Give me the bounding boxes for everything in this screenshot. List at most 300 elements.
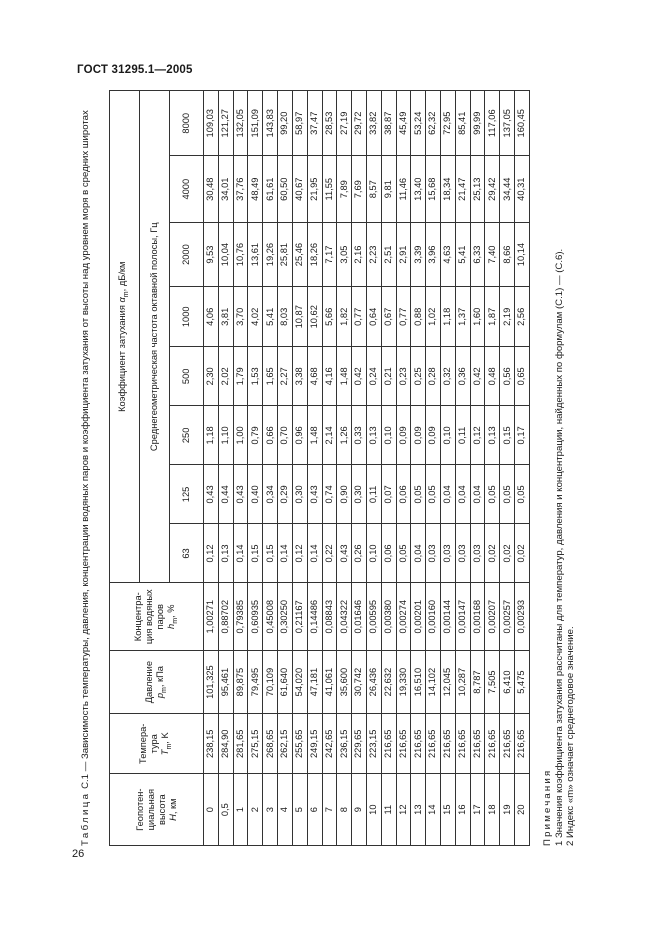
table-cell: 268,65 xyxy=(263,714,278,774)
table-cell: 0,02 xyxy=(500,524,515,583)
table-cell: 58,97 xyxy=(292,91,307,156)
table-cell: 2,27 xyxy=(278,347,293,406)
table-cell: 1,65 xyxy=(263,347,278,406)
table-cell: 0,70 xyxy=(278,406,293,465)
table-cell: 9,53 xyxy=(204,222,219,286)
table-cell: 2,14 xyxy=(322,406,337,465)
table-cell: 0,00144 xyxy=(441,583,456,650)
pressure-header-unit: $p_m$, кПа xyxy=(154,666,168,699)
table-cell: 16 xyxy=(455,774,470,846)
table-cell: 262,15 xyxy=(278,714,293,774)
altitude-header xyxy=(110,774,204,846)
table-cell: 0,13 xyxy=(366,406,381,465)
table-cell: 0,03 xyxy=(455,524,470,583)
altitude-header-unit: H, км xyxy=(167,798,178,821)
table-row xyxy=(278,91,293,846)
table-cell: 13,61 xyxy=(248,222,263,286)
table-cell: 0,90 xyxy=(337,465,352,524)
table-cell: 0,45008 xyxy=(263,583,278,650)
table-cell: 0,77 xyxy=(352,287,367,347)
table-cell: 11,55 xyxy=(322,156,337,222)
table-cell: 34,01 xyxy=(218,156,233,222)
table-cell: 54,020 xyxy=(292,650,307,713)
table-cell: 0,36 xyxy=(455,347,470,406)
frequency-header: 2000 xyxy=(170,222,204,286)
frequency-header: 250 xyxy=(170,406,204,465)
table-cell: 0,12 xyxy=(470,406,485,465)
table-cell: 0,34 xyxy=(263,465,278,524)
table-cell: 19 xyxy=(500,774,515,846)
table-cell: 0,05 xyxy=(515,465,530,524)
table-cell: 1,02 xyxy=(426,287,441,347)
table-cell: 132,05 xyxy=(233,91,248,156)
table-cell: 0,32 xyxy=(441,347,456,406)
table-cell: 0,11 xyxy=(366,465,381,524)
table-cell: 48,49 xyxy=(248,156,263,222)
table-cell: 2,91 xyxy=(396,222,411,286)
table-cell: 60,50 xyxy=(278,156,293,222)
table-cell: 0,23 xyxy=(396,347,411,406)
table-cell: 143,83 xyxy=(263,91,278,156)
table-cell: 15,68 xyxy=(426,156,441,222)
table-cell: 61,61 xyxy=(263,156,278,222)
attenuation-table xyxy=(109,90,530,846)
table-cell: 8,787 xyxy=(470,650,485,713)
table-cell: 0,05 xyxy=(411,465,426,524)
table-cell: 0,02 xyxy=(515,524,530,583)
table-cell: 15 xyxy=(441,774,456,846)
table-cell: 4,16 xyxy=(322,347,337,406)
altitude-header-line: высота xyxy=(156,794,167,825)
table-cell: 0,00147 xyxy=(455,583,470,650)
notes-title: Примечания xyxy=(542,768,553,846)
table-cell: 28,53 xyxy=(322,91,337,156)
table-row xyxy=(455,91,470,846)
table-cell: 0,10 xyxy=(381,406,396,465)
table-cell: 0,06 xyxy=(381,524,396,583)
table-cell: 2,19 xyxy=(500,287,515,347)
table-cell: 3,38 xyxy=(292,347,307,406)
table-cell: 281,65 xyxy=(233,714,248,774)
table-cell: 216,65 xyxy=(500,714,515,774)
table-cell: 26,436 xyxy=(366,650,381,713)
table-cell: 18,26 xyxy=(307,222,322,286)
table-cell: 0,05 xyxy=(500,465,515,524)
table-row xyxy=(337,91,352,846)
table-cell: 2,23 xyxy=(366,222,381,286)
table-cell: 0,65 xyxy=(515,347,530,406)
table-row xyxy=(396,91,411,846)
table-cell: 1,00 xyxy=(233,406,248,465)
table-cell: 0,04 xyxy=(455,465,470,524)
table-row xyxy=(233,91,248,846)
caption-number: С.1 xyxy=(80,773,91,789)
humidity-header-line: паров xyxy=(154,603,165,630)
table-cell: 121,27 xyxy=(218,91,233,156)
temperature-header-unit: $T_m$, K xyxy=(160,732,173,756)
table-cell: 95,461 xyxy=(218,650,233,713)
table-cell: 1,10 xyxy=(218,406,233,465)
attenuation-group-header: Коэффициент затухания $\alpha_m$, дБ/км xyxy=(110,91,140,584)
table-cell: 8 xyxy=(337,774,352,846)
table-cell: 0,10 xyxy=(366,524,381,583)
table-cell: 0,15 xyxy=(500,406,515,465)
table-cell: 216,65 xyxy=(485,714,500,774)
table-cell: 0,79 xyxy=(248,406,263,465)
table-cell: 0,03 xyxy=(441,524,456,583)
table-cell: 284,90 xyxy=(218,714,233,774)
table-cell: 8,66 xyxy=(500,222,515,286)
table-cell: 99,20 xyxy=(278,91,293,156)
table-cell: 0,00168 xyxy=(470,583,485,650)
table-cell: 9,81 xyxy=(381,156,396,222)
table-cell: 6 xyxy=(307,774,322,846)
table-cell: 2 xyxy=(248,774,263,846)
table-cell: 14 xyxy=(426,774,441,846)
frequency-header: 1000 xyxy=(170,287,204,347)
table-cell: 0,00274 xyxy=(396,583,411,650)
table-cell: 6,410 xyxy=(500,650,515,713)
table-cell: 160,45 xyxy=(515,91,530,156)
table-cell: 25,81 xyxy=(278,222,293,286)
table-cell: 0,02 xyxy=(485,524,500,583)
table-cell: 0,44 xyxy=(218,465,233,524)
table-cell: 216,65 xyxy=(381,714,396,774)
table-cell: 12,045 xyxy=(441,650,456,713)
table-cell: 0,04 xyxy=(411,524,426,583)
table-cell: 0,04322 xyxy=(337,583,352,650)
table-cell: 99,99 xyxy=(470,91,485,156)
table-cell: 229,65 xyxy=(352,714,367,774)
frequency-header: 500 xyxy=(170,347,204,406)
table-cell: 10,87 xyxy=(292,287,307,347)
table-row xyxy=(204,91,219,846)
table-cell: 216,65 xyxy=(426,714,441,774)
table-cell: 0,09 xyxy=(426,406,441,465)
table-cell: 1,37 xyxy=(455,287,470,347)
table-cell: 0,13 xyxy=(218,524,233,583)
table-cell: 4,63 xyxy=(441,222,456,286)
table-cell: 1,18 xyxy=(204,406,219,465)
table-cell: 0,05 xyxy=(426,465,441,524)
table-cell: 10 xyxy=(366,774,381,846)
table-cell: 249,15 xyxy=(307,714,322,774)
table-cell: 7,505 xyxy=(485,650,500,713)
table-cell: 2,02 xyxy=(218,347,233,406)
table-cell: 7 xyxy=(322,774,337,846)
table-cell: 1,87 xyxy=(485,287,500,347)
page-number: 26 xyxy=(72,848,85,860)
frequency-group-header: Среднегеометрическая частота октавной полосы, Гц xyxy=(140,91,170,584)
table-cell: 35,600 xyxy=(337,650,352,713)
table-cell: 0,00293 xyxy=(515,583,530,650)
table-cell: 0,66 xyxy=(263,406,278,465)
altitude-header-line: Геопотен- xyxy=(134,788,145,831)
table-cell: 0,29 xyxy=(278,465,293,524)
table-cell: 0,25 xyxy=(411,347,426,406)
table-cell: 89,875 xyxy=(233,650,248,713)
table-cell: 0,17 xyxy=(515,406,530,465)
table-cell: 0,08843 xyxy=(322,583,337,650)
table-notes xyxy=(542,90,577,846)
table-row xyxy=(411,91,426,846)
table-row xyxy=(381,91,396,846)
table-cell: 0,09 xyxy=(411,406,426,465)
table-cell: 5,66 xyxy=(322,287,337,347)
table-cell: 18 xyxy=(485,774,500,846)
table-cell: 238,15 xyxy=(204,714,219,774)
temperature-header xyxy=(110,714,204,774)
table-row xyxy=(441,91,456,846)
table-cell: 0,43 xyxy=(233,465,248,524)
table-cell: 117,06 xyxy=(485,91,500,156)
table-row xyxy=(485,91,500,846)
table-cell: 0,74 xyxy=(322,465,337,524)
table-cell: 0,07 xyxy=(381,465,396,524)
note-item: 2 Индекс «m» означает среднегодовое значение. xyxy=(565,626,576,846)
frequency-header: 63 xyxy=(170,524,204,583)
table-cell: 0,15 xyxy=(248,524,263,583)
table-cell: 1,82 xyxy=(337,287,352,347)
table-cell: 37,47 xyxy=(307,91,322,156)
table-cell: 40,31 xyxy=(515,156,530,222)
table-cell: 0,42 xyxy=(352,347,367,406)
table-cell: 1,00271 xyxy=(204,583,219,650)
table-row xyxy=(515,91,530,846)
table-cell: 1,26 xyxy=(337,406,352,465)
table-cell: 216,65 xyxy=(411,714,426,774)
table-cell: 0,22 xyxy=(322,524,337,583)
table-cell: 255,65 xyxy=(292,714,307,774)
caption-text: — Зависимость температуры, давления, концентрации водяных паров и коэффициента затухания от высоты над уровнем моря в средних широтах xyxy=(80,110,91,774)
table-cell: 62,32 xyxy=(426,91,441,156)
table-row xyxy=(248,91,263,846)
table-cell: 30,742 xyxy=(352,650,367,713)
table-cell: 216,65 xyxy=(441,714,456,774)
pressure-header xyxy=(110,650,204,713)
table-cell: 79,495 xyxy=(248,650,263,713)
table-cell: 0,88702 xyxy=(218,583,233,650)
table-row xyxy=(263,91,278,846)
table-cell: 0,00207 xyxy=(485,583,500,650)
note-item: 1 Значения коэффициента затухания рассчитаны для температур, давления и концентрации, найденных по формулам (С.1) — (С.6). xyxy=(553,248,565,846)
table-cell: 1,60 xyxy=(470,287,485,347)
table-cell: 0,77 xyxy=(396,287,411,347)
table-cell: 45,49 xyxy=(396,91,411,156)
table-cell: 20 xyxy=(515,774,530,846)
table-cell: 0,60935 xyxy=(248,583,263,650)
table-cell: 53,24 xyxy=(411,91,426,156)
table-cell: 70,109 xyxy=(263,650,278,713)
table-cell: 109,03 xyxy=(204,91,219,156)
table-cell: 0,26 xyxy=(352,524,367,583)
table-cell: 0,64 xyxy=(366,287,381,347)
table-cell: 10,62 xyxy=(307,287,322,347)
humidity-header-line: ция водяных xyxy=(143,589,154,645)
table-cell: 38,87 xyxy=(381,91,396,156)
table-cell: 10,287 xyxy=(455,650,470,713)
table-cell: 61,640 xyxy=(278,650,293,713)
table-cell: 0,05 xyxy=(396,524,411,583)
table-cell: 25,46 xyxy=(292,222,307,286)
table-caption xyxy=(80,90,92,846)
table-cell: 0,43 xyxy=(307,465,322,524)
table-cell: 13 xyxy=(411,774,426,846)
table-cell: 0,43 xyxy=(204,465,219,524)
table-cell: 2,30 xyxy=(204,347,219,406)
table-cell: 0,28 xyxy=(426,347,441,406)
table-cell: 137,05 xyxy=(500,91,515,156)
table-cell: 0,12 xyxy=(204,524,219,583)
table-cell: 25,13 xyxy=(470,156,485,222)
table-cell: 236,15 xyxy=(337,714,352,774)
table-cell: 19,26 xyxy=(263,222,278,286)
table-cell: 2,51 xyxy=(381,222,396,286)
table-cell: 5,475 xyxy=(515,650,530,713)
table-cell: 2,56 xyxy=(515,287,530,347)
table-cell: 0,96 xyxy=(292,406,307,465)
caption-prefix: Таблица xyxy=(80,791,91,846)
table-cell: 40,67 xyxy=(292,156,307,222)
table-cell: 29,72 xyxy=(352,91,367,156)
table-cell: 1,48 xyxy=(307,406,322,465)
table-cell: 0,00257 xyxy=(500,583,515,650)
table-cell: 4 xyxy=(278,774,293,846)
table-cell: 0,14 xyxy=(307,524,322,583)
table-cell: 0,67 xyxy=(381,287,396,347)
table-cell: 216,65 xyxy=(515,714,530,774)
table-cell: 5 xyxy=(292,774,307,846)
table-cell: 0,79385 xyxy=(233,583,248,650)
humidity-header-line: Концентра- xyxy=(132,592,143,642)
table-cell: 7,89 xyxy=(337,156,352,222)
table-row xyxy=(218,91,233,846)
table-cell: 0,12 xyxy=(292,524,307,583)
table-cell: 3 xyxy=(263,774,278,846)
table-cell: 29,42 xyxy=(485,156,500,222)
table-cell: 85,41 xyxy=(455,91,470,156)
table-cell: 21,95 xyxy=(307,156,322,222)
table-cell: 72,95 xyxy=(441,91,456,156)
table-cell: 1,48 xyxy=(337,347,352,406)
table-cell: 0,30250 xyxy=(278,583,293,650)
table-cell: 223,15 xyxy=(366,714,381,774)
table-cell: 0,06 xyxy=(396,465,411,524)
table-wrapper xyxy=(109,90,530,846)
altitude-header-line: циальная xyxy=(145,789,156,831)
table-cell: 3,81 xyxy=(218,287,233,347)
table-cell: 0,00380 xyxy=(381,583,396,650)
table-cell: 10,14 xyxy=(515,222,530,286)
table-cell: 0,10 xyxy=(441,406,456,465)
table-cell: 19,330 xyxy=(396,650,411,713)
table-cell: 11,46 xyxy=(396,156,411,222)
table-cell: 1,18 xyxy=(441,287,456,347)
table-cell: 0,05 xyxy=(485,465,500,524)
table-row xyxy=(470,91,485,846)
frequency-header: 8000 xyxy=(170,91,204,156)
table-cell: 13,40 xyxy=(411,156,426,222)
table-cell: 4,02 xyxy=(248,287,263,347)
table-cell: 14,102 xyxy=(426,650,441,713)
table-cell: 0,33 xyxy=(352,406,367,465)
table-cell: 16,510 xyxy=(411,650,426,713)
table-cell: 11 xyxy=(381,774,396,846)
table-cell: 22,632 xyxy=(381,650,396,713)
table-cell: 0,21167 xyxy=(292,583,307,650)
table-cell: 4,06 xyxy=(204,287,219,347)
table-cell: 0,04 xyxy=(470,465,485,524)
pressure-header-line: Давление xyxy=(143,660,154,704)
table-cell: 0,30 xyxy=(352,465,367,524)
table-cell: 0,43 xyxy=(337,524,352,583)
table-cell: 7,69 xyxy=(352,156,367,222)
table-cell: 0,14 xyxy=(233,524,248,583)
table-cell: 0,15 xyxy=(263,524,278,583)
table-cell: 1,79 xyxy=(233,347,248,406)
table-cell: 3,70 xyxy=(233,287,248,347)
table-cell: 4,68 xyxy=(307,347,322,406)
table-cell: 0 xyxy=(204,774,219,846)
table-cell: 6,33 xyxy=(470,222,485,286)
table-row xyxy=(352,91,367,846)
table-cell: 9 xyxy=(352,774,367,846)
table-cell: 216,65 xyxy=(470,714,485,774)
table-cell: 0,42 xyxy=(470,347,485,406)
temperature-header-line: тура xyxy=(149,734,160,754)
table-cell: 18,34 xyxy=(441,156,456,222)
table-cell: 0,40 xyxy=(248,465,263,524)
table-cell: 275,15 xyxy=(248,714,263,774)
table-cell: 0,14 xyxy=(278,524,293,583)
table-cell: 30,48 xyxy=(204,156,219,222)
document-header: ГОСТ 31295.1—2005 xyxy=(77,64,193,76)
table-cell: 151,09 xyxy=(248,91,263,156)
table-cell: 0,03 xyxy=(426,524,441,583)
table-row xyxy=(366,91,381,846)
table-cell: 17 xyxy=(470,774,485,846)
table-cell: 0,88 xyxy=(411,287,426,347)
frequency-header: 125 xyxy=(170,465,204,524)
table-cell: 5,41 xyxy=(263,287,278,347)
rotated-table-block xyxy=(80,90,605,846)
table-cell: 0,03 xyxy=(470,524,485,583)
table-cell: 5,41 xyxy=(455,222,470,286)
table-row xyxy=(426,91,441,846)
table-cell: 41,061 xyxy=(322,650,337,713)
temperature-header-line: Темпера- xyxy=(138,723,149,764)
table-cell: 10,04 xyxy=(218,222,233,286)
table-cell: 33,82 xyxy=(366,91,381,156)
table-row xyxy=(500,91,515,846)
table-cell: 0,00201 xyxy=(411,583,426,650)
table-cell: 1 xyxy=(233,774,248,846)
table-cell: 242,65 xyxy=(322,714,337,774)
table-cell: 0,00160 xyxy=(426,583,441,650)
table-cell: 0,01646 xyxy=(352,583,367,650)
table-cell: 0,00595 xyxy=(366,583,381,650)
table-cell: 21,47 xyxy=(455,156,470,222)
table-cell: 0,04 xyxy=(441,465,456,524)
table-cell: 0,11 xyxy=(455,406,470,465)
table-cell: 0,30 xyxy=(292,465,307,524)
table-cell: 0,14486 xyxy=(307,583,322,650)
table-cell: 7,40 xyxy=(485,222,500,286)
table-cell: 0,09 xyxy=(396,406,411,465)
table-cell: 37,76 xyxy=(233,156,248,222)
table-cell: 0,48 xyxy=(485,347,500,406)
table-cell: 10,76 xyxy=(233,222,248,286)
